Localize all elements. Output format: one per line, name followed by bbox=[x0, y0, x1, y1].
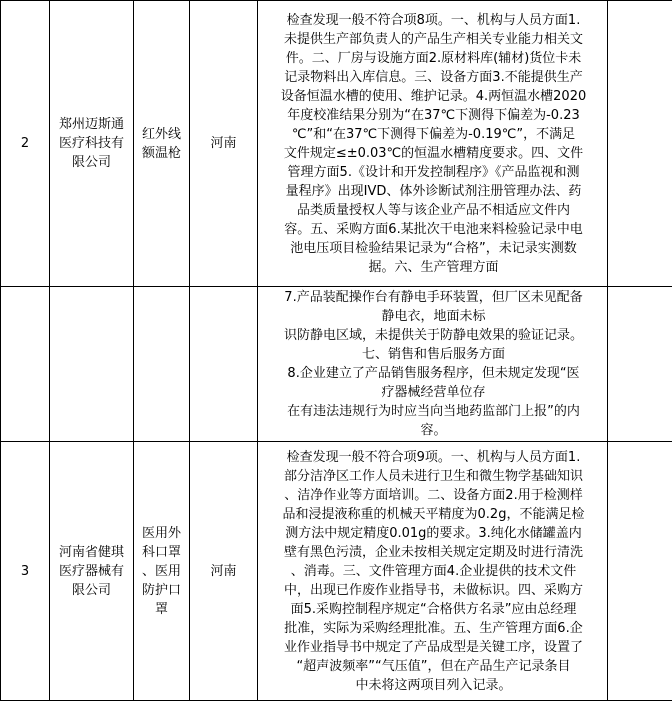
table-row bbox=[1, 1, 672, 287]
table-row bbox=[1, 287, 672, 442]
detail-line: 壁有黑色污渍，企业未按相关规定定期及时进行清洗 bbox=[266, 543, 601, 562]
company-name-line: 医疗器械有 bbox=[54, 562, 129, 581]
detail-line: 管理方面5.《设计和开发控制程序》《产品监视和测 bbox=[266, 163, 601, 182]
detail-line: 容。五、采购方面6.某批次干电池来料检验记录中电 bbox=[266, 220, 601, 239]
detail-line: 量程序》出现IVD、体外诊断试剂注册管理办法、药 bbox=[266, 182, 601, 201]
detail-line: 批准，实际为采购经理批准。五、生产管理方面6.企 bbox=[266, 619, 601, 638]
product-name-line: 额温枪 bbox=[138, 144, 185, 163]
blank-cell bbox=[608, 442, 672, 701]
detail-line: 中，出现已作废作业指导书，未做标识。四、采购方 bbox=[266, 581, 601, 600]
detail-line: 记录物料出入库信息。三、设备方面3.不能提供生产 bbox=[266, 68, 601, 87]
detail-line: 、消毒。三、文件管理方面4.企业提供的技术文件 bbox=[266, 562, 601, 581]
detail-line: 据。六、生产管理方面 bbox=[266, 258, 601, 277]
detail-line: 设备恒温水槽的使用、维护记录。4.两恒温水槽2020 bbox=[266, 87, 601, 106]
detail-line: ℃”和“在37℃下测得下偏差为-0.19℃”，不满足 bbox=[266, 125, 601, 144]
company-name-line: 郑州迈斯通 bbox=[54, 115, 129, 134]
province: 河南 bbox=[190, 442, 258, 701]
detail-line: “超声波频率”“气压值”，但在产品生产记录条目 bbox=[266, 657, 601, 676]
table-row bbox=[1, 442, 672, 701]
product-name-line: 红外线 bbox=[138, 125, 185, 144]
detail-line: 识防静电区域，未提供关于防静电效果的验证记录。 bbox=[266, 326, 601, 345]
detail-line: 容。 bbox=[266, 421, 601, 440]
row-number: 3 bbox=[1, 442, 50, 701]
province bbox=[190, 287, 258, 442]
detail-line: 测方法中规定精度0.01g的要求。3.纯化水储罐盖内 bbox=[266, 524, 601, 543]
detail-line: 件。二、厂房与设施方面2.原材料库(辅材)货位卡未 bbox=[266, 49, 601, 68]
detail-line: 品类质量授权人等与该企业产品不相适应文件内 bbox=[266, 201, 601, 220]
detail-line: 静电衣，地面未标 bbox=[266, 307, 601, 326]
product-name-line: 、医用 bbox=[138, 562, 185, 581]
detail-line: 疗器械经营单位存 bbox=[266, 383, 601, 402]
detail-line: 面5.采购控制程序规定“合格供方名录”应由总经理 bbox=[266, 600, 601, 619]
company-name-line: 限公司 bbox=[54, 153, 129, 172]
product-name-line: 科口罩 bbox=[138, 543, 185, 562]
detail-line: 业作业指导书中规定了产品成型是关键工序，设置了 bbox=[266, 638, 601, 657]
detail-line: 品和浸提液称重的机械天平精度为0.2g，不能满足检 bbox=[266, 505, 601, 524]
company-name-line: 限公司 bbox=[54, 581, 129, 600]
company-name bbox=[50, 287, 134, 442]
company-name bbox=[50, 1, 134, 287]
product-name bbox=[134, 442, 190, 701]
detail-line: 检查发现一般不符合项8项。一、机构与人员方面1. bbox=[266, 11, 601, 30]
blank-cell bbox=[608, 287, 672, 442]
detail-line: 未提供生产部负责人的产品生产相关专业能力相关文 bbox=[266, 30, 601, 49]
row-number bbox=[1, 287, 50, 442]
inspection-details bbox=[258, 287, 608, 442]
product-name bbox=[134, 1, 190, 287]
detail-line: 检查发现一般不符合项9项。一、机构与人员方面1. bbox=[266, 448, 601, 467]
product-name bbox=[134, 287, 190, 442]
province: 河南 bbox=[190, 1, 258, 287]
detail-line: 部分洁净区工作人员未进行卫生和微生物学基础知识 bbox=[266, 467, 601, 486]
company-name bbox=[50, 442, 134, 701]
row-number: 2 bbox=[1, 1, 50, 287]
detail-line: 年度校准结果分别为“在37℃下测得下偏差为-0.23 bbox=[266, 106, 601, 125]
inspection-details bbox=[258, 1, 608, 287]
company-name-line: 河南省健琪 bbox=[54, 543, 129, 562]
product-name-line: 罩 bbox=[138, 600, 185, 619]
inspection-details bbox=[258, 442, 608, 701]
detail-line: 中未将这两项目列入记录。 bbox=[266, 676, 601, 695]
detail-line: 七、销售和售后服务方面 bbox=[266, 345, 601, 364]
detail-line: 文件规定≤±0.03℃的恒温水槽精度要求。四、文件 bbox=[266, 144, 601, 163]
product-name-line: 医用外 bbox=[138, 524, 185, 543]
product-name-line: 防护口 bbox=[138, 581, 185, 600]
blank-cell bbox=[608, 1, 672, 287]
detail-line: 、洁净作业等方面培训。二、设备方面2.用于检测样 bbox=[266, 486, 601, 505]
company-name-line: 医疗科技有 bbox=[54, 134, 129, 153]
detail-line: 在有违法违规行为时应当向当地药监部门上报”的内 bbox=[266, 402, 601, 421]
detail-line: 7.产品装配操作台有静电手环装置，但厂区未见配备 bbox=[266, 288, 601, 307]
detail-line: 8.企业建立了产品销售服务程序，但未规定发现“医 bbox=[266, 364, 601, 383]
detail-line: 池电压项目检验结果记录为“合格”，未记录实测数 bbox=[266, 239, 601, 258]
